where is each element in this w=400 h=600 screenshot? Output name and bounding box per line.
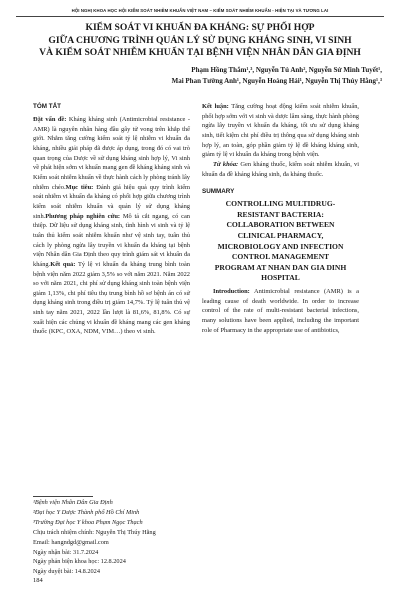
abstract-heading-vi: TÓM TẮT bbox=[33, 103, 61, 110]
date-accepted: Ngày duyệt bài: 14.8.2024 bbox=[33, 568, 100, 576]
intro-label: Đặt vấn đề: bbox=[33, 116, 67, 123]
keywords-label: Từ khóa: bbox=[213, 160, 239, 168]
abstract-body-vi-cont bbox=[202, 102, 359, 160]
date-reviewed: Ngày phản biện khoa học: 12.8.2024 bbox=[33, 558, 126, 566]
en-title-line: RESISTANT BACTERIA: bbox=[237, 209, 324, 219]
en-title-line: HOSPITAL bbox=[261, 273, 300, 283]
title-line: GIỮA CHƯƠNG TRÌNH QUẢN LÝ SỬ DỤNG KHÁNG SINH, VI SINH bbox=[48, 34, 352, 46]
abstract-body-en bbox=[202, 287, 359, 335]
running-head: HỘI NGHỊ KHOA HỌC HỘI KIỂM SOÁT NHIỄM KHUẨN VIỆT NAM – KIỂM SOÁT NHIỄM KHUẨN - HIỆN TẠI VÀ TƯƠNG LAI bbox=[71, 8, 329, 13]
title-line: KIỂM SOÁT VI KHUẨN ĐA KHÁNG: SỰ PHỐI HỢP bbox=[85, 22, 315, 33]
author-line: Phạm Hồng Thắm¹,³, Nguyễn Tú Anh², Nguyễn Sử Minh Tuyết¹, bbox=[191, 66, 382, 74]
conclusion-text: Tăng cường hoạt động kiểm soát nhiễm khuẩn, phối hợp sớm với vi sinh và dược lâm sàng, thực hành phòng ngừa lây truyền vi khuẩn đa kháng, tối ưu sử dụng kháng sinh, tiết kiệm chi phí điều trị thông qua sử dụng kháng sinh hợp lý, an toàn, góp phần giảm tỷ lệ đề kháng kháng sinh, giảm tỷ lệ vi khuẩn đa kháng trong bệnh viện. bbox=[202, 103, 359, 159]
en-title-line: CONTROL MANAGEMENT bbox=[231, 252, 330, 262]
method-text: Mô tả cắt ngang, có can thiệp. Dữ liệu sử dụng kháng sinh, tình hình vi sinh và tỷ lệ tuân thủ kiểm soát nhiễm khuẩn như vệ sinh tay, tuân thủ cách ly phòng ngừa lây truyền vi khuẩn đa kháng tại bệnh viện Nhân dân Gia Định theo quy trình giám sát vi khuẩn đa kháng. bbox=[33, 212, 190, 268]
left-column bbox=[33, 102, 190, 337]
corresponding-author: Chịu trách nhiệm chính: Nguyễn Thị Thúy Hằng bbox=[33, 528, 156, 536]
keywords-text: Gen kháng thuốc, kiểm soát nhiễm khuẩn, vi khuẩn đa đề kháng kháng sinh, đa kháng thuốc. bbox=[202, 160, 359, 178]
email: Email: hangndgd@gmail.com bbox=[33, 538, 109, 546]
paper-title bbox=[34, 22, 366, 60]
intro-text: Kháng kháng sinh (Antimicrobial resistance - AMR) là nguyên nhân hàng đầu gây tử vong trên khắp thế giới. Nhằm tăng cường kiểm soát tỷ lệ nhiễm vi khuẩn đa kháng, nhiều giải pháp đã được áp dụng, trong đó có vai trò quan trọng của Dược về sử dụng kháng sinh hợp lý, Vi sinh về phát hiện sớm vi khuẩn mang gen đề kháng kháng sinh và Kiểm soát nhiễm khuẩn về thực hành cách ly phòng tránh lây nhiễm chéo. bbox=[33, 116, 190, 191]
en-title-line: COLLABORATION BETWEEN bbox=[226, 220, 335, 230]
footnotes bbox=[33, 498, 193, 577]
en-title-line: MICROBIOLOGY AND INFECTION bbox=[217, 241, 344, 251]
conclusion-label: Kết luận: bbox=[202, 103, 229, 110]
en-intro-label: Introduction: bbox=[213, 288, 250, 295]
title-line: VÀ KIỂM SOÁT NHIỄM KHUẨN TẠI BỆNH VIỆN NHÂN DÂN GIA ĐỊNH bbox=[39, 47, 361, 58]
keywords-vi bbox=[202, 160, 359, 179]
author-list bbox=[20, 65, 382, 87]
abstract-body-vi bbox=[33, 115, 190, 337]
affiliation-1: ¹Bệnh viện Nhân Dân Gia Định bbox=[33, 499, 113, 506]
right-column bbox=[202, 102, 359, 335]
affiliation-2: ²Đại học Y Dược Thành phố Hồ Chí Minh bbox=[33, 508, 140, 516]
date-received: Ngày nhận bài: 31.7.2024 bbox=[33, 548, 99, 556]
abstract-heading-en: SUMMARY bbox=[202, 188, 235, 196]
aim-label: Mục tiêu: bbox=[65, 183, 94, 191]
header-rule bbox=[16, 16, 384, 17]
en-intro-text: Antimicrobial resistance (AMR) is a leading cause of death worldwide. In order to increase control of the rate of multi-resistant bacterial infections, many solutions have been applied, including the important role of Pharmacy in the appropriate use of antibiotics, bbox=[202, 288, 359, 334]
english-title bbox=[202, 199, 359, 284]
aim-text: Đánh giá hiệu quả quy trình kiểm soát nhiễm vi khuẩn đa kháng có phối hợp giữa chương trình kiểm soát nhiễm khuẩn và quản lý sử dụng kháng sinh. bbox=[33, 183, 190, 220]
author-line: Mai Phan Tường Anh¹, Nguyễn Hoàng Hải¹, Nguyễn Thị Thúy Hằng¹,³ bbox=[171, 77, 382, 85]
result-text: Tỷ lệ vi khuẩn đa kháng trung bình toàn bệnh viện năm 2022 giảm 3,5% so với năm 2021. Năm 2022 so với năm 2021, chi phí sử dụng kháng sinh toàn bệnh viện giảm 1,13%, chi phí tiêu thụ trung bình hồ sơ bệnh án có sử dụng kháng sinh trong điều trị giảm 14,7%. Tỷ lệ tuân thủ vệ sinh tay năm 2021, 2022 lần lượt là 81,6%, 81,8%. Có sự xuất hiện các chủng vi khuẩn đề kháng mang các gen kháng thuốc (KPC, OXA, NDM, VIM…) theo vi sinh. bbox=[33, 260, 190, 336]
footnote-rule bbox=[33, 496, 93, 497]
en-title-line: CONTROLLING MULTIDRUG- bbox=[225, 199, 336, 209]
result-label: Kết quả: bbox=[50, 260, 76, 268]
en-title-line: CLINICAL PHARMACY, bbox=[237, 231, 324, 241]
page-number: 184 bbox=[33, 577, 43, 584]
method-label: Phương pháp nghiên cứu: bbox=[45, 212, 120, 220]
affiliation-3: ³Trường Đại học Y khoa Phạm Ngọc Thạch bbox=[33, 518, 143, 526]
en-title-line: PROGRAM AT NHAN DAN GIA DINH bbox=[214, 262, 347, 272]
